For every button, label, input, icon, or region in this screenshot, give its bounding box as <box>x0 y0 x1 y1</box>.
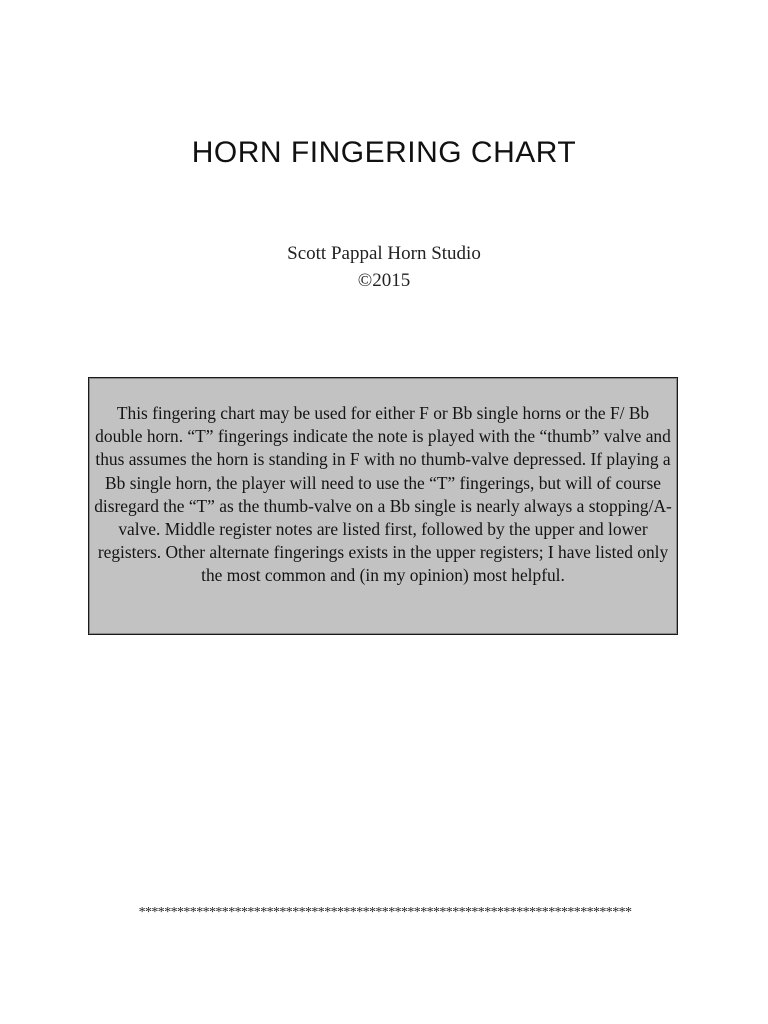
studio-name: Scott Pappal Horn Studio <box>287 243 481 264</box>
notice-text: This fingering chart may be used for either F or Bb single horns or the F/ Bb double horn. “T” fingerings indicate the note is played with the “thumb” valve and thus assumes the horn is standing in F with no thumb-valve depressed. If playing a Bb single horn, the player will need to use the “T” fingerings, but will of course disregard the “T” as the thumb-valve on a Bb single is nearly always a stopping/A-valve. Middle register notes are listed first, followed by the upper and lower registers. Other alternate fingerings exists in the upper registers; I have listed only the most common and (in my opinion) most helpful. <box>94 403 672 586</box>
asterisk-divider: ***************************************************************************** <box>138 905 632 920</box>
copyright-line: ©2015 <box>357 270 411 291</box>
studio-block <box>0 240 768 294</box>
page-title: HORN FINGERING CHART <box>191 136 577 169</box>
notice-box <box>88 377 678 635</box>
